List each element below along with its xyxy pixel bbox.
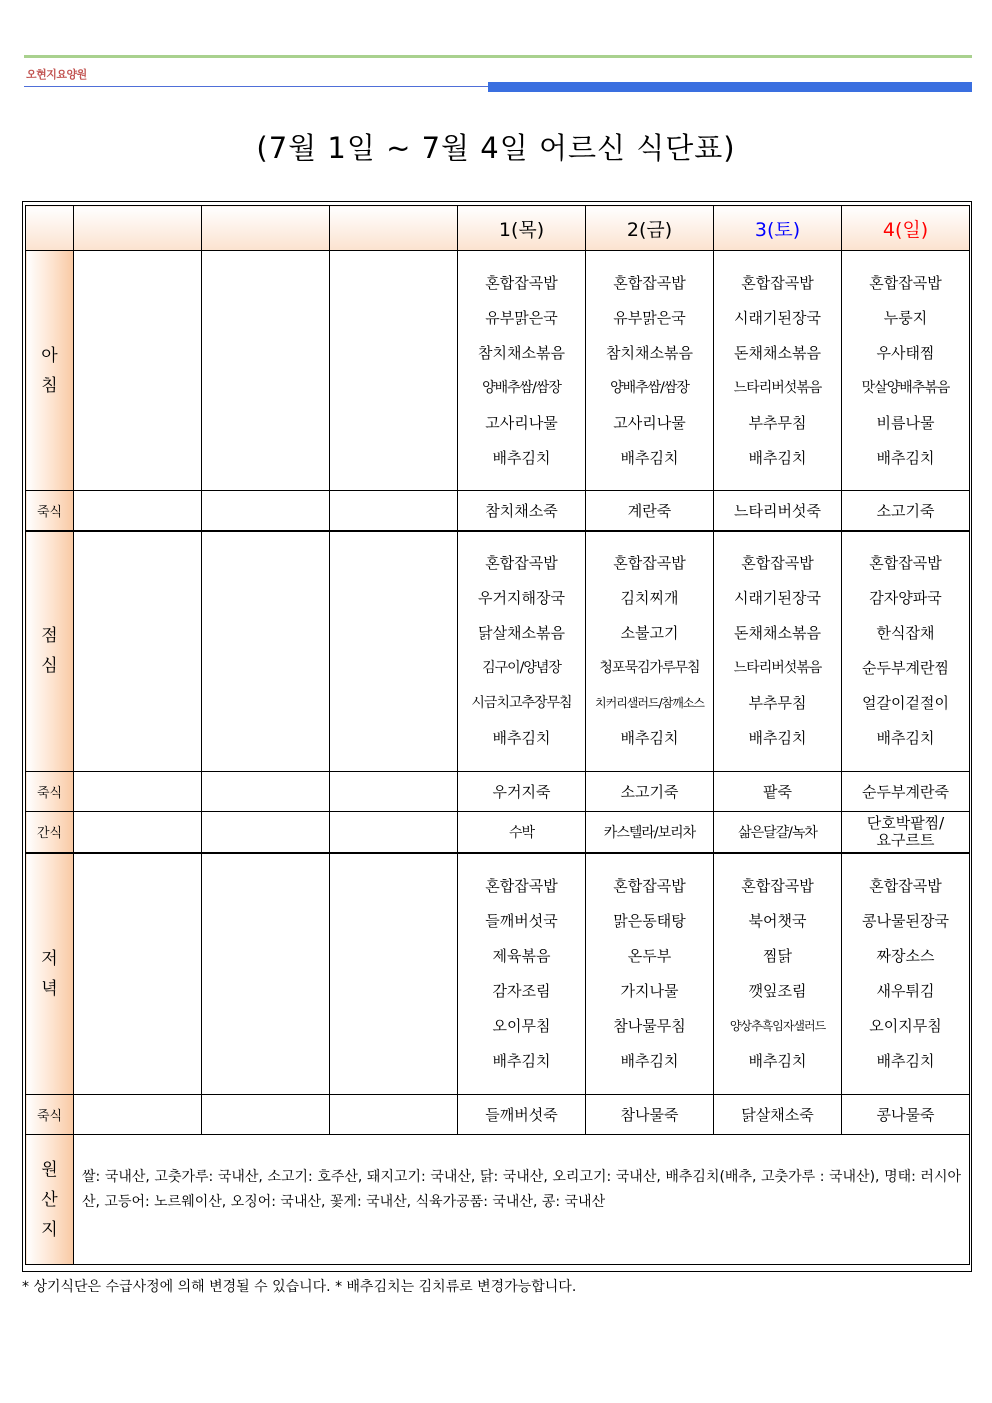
menu-item: 온두부: [627, 946, 672, 965]
empty-cell: [330, 491, 458, 531]
menu-item: 찜닭: [763, 946, 792, 965]
day-header: 2(금): [586, 206, 714, 251]
menu-item: 시래기된장국: [734, 308, 821, 327]
porridge-item: 계란죽: [586, 491, 714, 531]
dinner-row: [26, 853, 970, 1095]
menu-item: 혼합잡곡밥: [741, 273, 814, 292]
menu-item: 제육볶음: [492, 946, 551, 965]
empty-cell: [330, 853, 458, 1095]
menu-item: 닭살채소볶음: [478, 624, 565, 643]
menu-item: 양배추쌈/쌈장: [610, 379, 689, 396]
menu-item: 비름나물: [876, 413, 935, 432]
menu-item: 배추김치: [748, 1051, 807, 1070]
porridge-item: 참나물죽: [586, 1095, 714, 1135]
breakfast-row: [26, 251, 970, 491]
empty-cell: [202, 1095, 330, 1135]
menu-item: 배추김치: [492, 448, 551, 467]
menu-item: 혼합잡곡밥: [613, 273, 686, 292]
menu-item: 배추김치: [876, 729, 935, 748]
day-header: 4(일): [842, 206, 970, 251]
empty-cell: [202, 251, 330, 491]
snack-item: 카스텔라/보리차: [586, 812, 714, 853]
menu-item: 콩나물된장국: [862, 911, 949, 930]
lunch-row: [26, 531, 970, 772]
empty-cell: [330, 1095, 458, 1135]
porridge-label: 죽식: [26, 772, 74, 812]
origin-row: [26, 1135, 970, 1265]
empty-cell: [330, 772, 458, 812]
menu-item: 배추김치: [876, 448, 935, 467]
menu-item: 혼합잡곡밥: [741, 554, 814, 573]
lunch-porridge-row: [26, 772, 970, 812]
menu-item: 들깨버섯국: [485, 911, 558, 930]
menu-item: 고사리나물: [485, 413, 558, 432]
dinner-menu: [586, 853, 714, 1095]
porridge-item: 팥죽: [714, 772, 842, 812]
snack-row: [26, 812, 970, 853]
lunch-menu: [714, 531, 842, 772]
menu-item: 느타리버섯볶음: [733, 660, 822, 677]
menu-item: 얼갈이겉절이: [862, 694, 949, 713]
lunch-label: [26, 531, 74, 772]
menu-item: 우거지해장국: [478, 589, 565, 608]
menu-item: 누룽지: [883, 308, 928, 327]
menu-item: 새우튀김: [876, 981, 935, 1000]
dinner-label: [26, 853, 74, 1095]
menu-item: 배추김치: [748, 729, 807, 748]
menu-item: 배추김치: [492, 1051, 551, 1070]
lunch-label-text: 점 심: [41, 626, 58, 677]
menu-item: 시금치고추장무침: [471, 695, 572, 712]
empty-cell: [202, 853, 330, 1095]
porridge-label: 죽식: [26, 1095, 74, 1135]
menu-item: 혼합잡곡밥: [613, 876, 686, 895]
empty-cell: [74, 1095, 202, 1135]
menu-item: 가지나물: [620, 981, 679, 1000]
menu-item: 맛살양배추볶음: [861, 379, 950, 396]
menu-item: 혼합잡곡밥: [869, 273, 942, 292]
breakfast-menu: [714, 251, 842, 491]
menu-item: 오이무침: [492, 1016, 551, 1035]
menu-item: 감자양파국: [869, 589, 942, 608]
menu-item: 양배추쌈/쌈장: [482, 379, 561, 396]
origin-text: 쌀: 국내산, 고춧가루: 국내산, 소고기: 호주산, 돼지고기: 국내산, 닭: 국내산, 오리고기: 국내산, 배추김치(배추, 고춧가루 : 국내산), 명태: 러시아산, 고등어: 노르웨이산, 오징어: 국내산, 꽃게: 국내산, 식육가공품: 국내산, 콩: 국내산: [74, 1135, 970, 1265]
corner-cell: [26, 206, 74, 251]
lunch-menu: [458, 531, 586, 772]
header-brand: 오현지요양원: [26, 68, 87, 81]
menu-item: 참나물무침: [613, 1016, 686, 1035]
snack-item: 삶은달걀/녹차: [714, 812, 842, 853]
menu-item: 순두부계란찜: [862, 659, 949, 678]
menu-item: 혼합잡곡밥: [485, 554, 558, 573]
empty-header-cell: [74, 206, 202, 251]
menu-item: 치커리샐러드/참깨소스: [595, 696, 704, 711]
origin-label: [26, 1135, 74, 1265]
porridge-item: 소고기죽: [586, 772, 714, 812]
snack-label: 간식: [26, 812, 74, 853]
breakfast-porridge-row: [26, 491, 970, 531]
menu-table-frame: [22, 201, 972, 1272]
menu-item: 배추김치: [748, 448, 807, 467]
porridge-item: 소고기죽: [842, 491, 970, 531]
menu-item: 혼합잡곡밥: [741, 876, 814, 895]
snack-item: 수박: [458, 812, 586, 853]
porridge-item: 닭살채소죽: [714, 1095, 842, 1135]
menu-item: 배추김치: [620, 729, 679, 748]
menu-item: 깻잎조림: [748, 981, 807, 1000]
menu-item: 짜장소스: [876, 946, 935, 965]
porridge-item: 순두부계란죽: [842, 772, 970, 812]
menu-item: 우사태찜: [876, 343, 935, 362]
menu-item: 청포묵김가루무침: [599, 660, 700, 677]
origin-label-text: 원 산 지: [41, 1159, 58, 1240]
empty-cell: [330, 251, 458, 491]
lunch-menu: [842, 531, 970, 772]
menu-item: 혼합잡곡밥: [613, 554, 686, 573]
menu-item: 북어챗국: [748, 911, 807, 930]
menu-item: 김구이/양념장: [482, 660, 561, 677]
menu-item: 참치채소볶음: [478, 343, 565, 362]
breakfast-menu: [842, 251, 970, 491]
day-header-row: [26, 206, 970, 251]
dinner-porridge-row: [26, 1095, 970, 1135]
dinner-menu: [714, 853, 842, 1095]
menu-item: 배추김치: [620, 448, 679, 467]
menu-item: 참치채소볶음: [606, 343, 693, 362]
porridge-item: 느타리버섯죽: [714, 491, 842, 531]
empty-cell: [74, 251, 202, 491]
menu-item: 돈채채소볶음: [734, 624, 821, 643]
dinner-label-text: 저 녁: [41, 948, 58, 999]
day-header: 3(토): [714, 206, 842, 251]
empty-header-cell: [202, 206, 330, 251]
menu-item: 배추김치: [620, 1051, 679, 1070]
menu-item: 고사리나물: [613, 413, 686, 432]
breakfast-menu: [458, 251, 586, 491]
empty-cell: [202, 531, 330, 772]
lunch-menu: [586, 531, 714, 772]
empty-cell: [202, 772, 330, 812]
empty-cell: [330, 531, 458, 772]
empty-cell: [74, 531, 202, 772]
header-blue-bar: [488, 82, 972, 92]
menu-item: 혼합잡곡밥: [869, 554, 942, 573]
dinner-menu: [458, 853, 586, 1095]
empty-cell: [74, 772, 202, 812]
empty-header-cell: [330, 206, 458, 251]
empty-cell: [202, 491, 330, 531]
porridge-item: 우거지죽: [458, 772, 586, 812]
menu-item: 유부맑은국: [485, 308, 558, 327]
empty-cell: [74, 491, 202, 531]
menu-item: 시래기된장국: [734, 589, 821, 608]
empty-cell: [74, 853, 202, 1095]
porridge-item: 참치채소죽: [458, 491, 586, 531]
menu-item: 돈채채소볶음: [734, 343, 821, 362]
menu-item: 부추무침: [748, 694, 807, 713]
menu-table: [25, 205, 970, 1265]
menu-item: 오이지무침: [869, 1016, 942, 1035]
porridge-item: 콩나물죽: [842, 1095, 970, 1135]
menu-item: 느타리버섯볶음: [733, 379, 822, 396]
page-title: (7월 1일 ~ 7월 4일 어르신 식단표): [256, 131, 736, 165]
footnote: * 상기식단은 수급사정에 의해 변경될 수 있습니다. * 배추김치는 김치류로 변경가능합니다.: [22, 1279, 577, 1295]
menu-item: 김치찌개: [620, 589, 679, 608]
snack-item: 단호박팥찜/ 요구르트: [842, 812, 970, 853]
breakfast-label: [26, 251, 74, 491]
menu-item: 유부맑은국: [613, 308, 686, 327]
menu-item: 배추김치: [876, 1051, 935, 1070]
dinner-menu: [842, 853, 970, 1095]
porridge-label: 죽식: [26, 491, 74, 531]
breakfast-label-text: 아 침: [41, 345, 58, 396]
empty-cell: [202, 812, 330, 853]
porridge-item: 들깨버섯죽: [458, 1095, 586, 1135]
menu-item: 혼합잡곡밥: [485, 273, 558, 292]
menu-item: 양상추흑임자샐러드: [729, 1018, 826, 1033]
header-green-line: [24, 55, 972, 58]
menu-item: 부추무침: [748, 413, 807, 432]
menu-item: 배추김치: [492, 729, 551, 748]
breakfast-menu: [586, 251, 714, 491]
menu-item: 혼합잡곡밥: [869, 876, 942, 895]
menu-item: 한식잡채: [876, 624, 935, 643]
day-header: 1(목): [458, 206, 586, 251]
header-blue-line: [24, 86, 488, 87]
menu-item: 소불고기: [620, 624, 679, 643]
menu-item: 혼합잡곡밥: [485, 876, 558, 895]
menu-item: 맑은동태탕: [613, 911, 686, 930]
empty-cell: [74, 812, 202, 853]
menu-item: 감자조림: [492, 981, 551, 1000]
empty-cell: [330, 812, 458, 853]
